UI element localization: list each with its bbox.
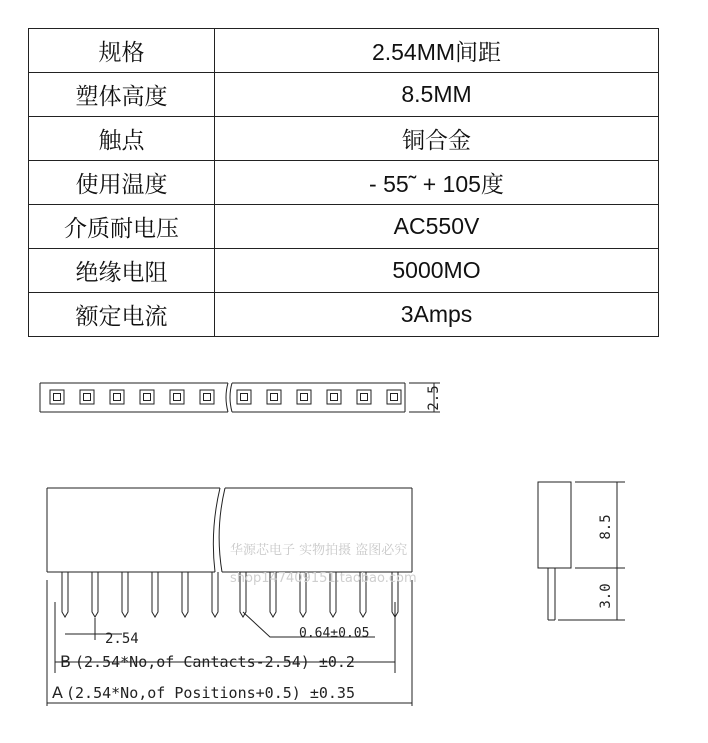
spec-label: 介质耐电压	[29, 205, 215, 249]
contact-square-inner	[174, 394, 181, 401]
contact-square-inner	[301, 394, 308, 401]
pin	[122, 572, 128, 617]
contact-square	[357, 390, 371, 404]
watermark-text: 华源芯电子 实物拍摄 盗图必究	[230, 543, 408, 558]
contact-square	[200, 390, 214, 404]
contact-square-inner	[204, 394, 211, 401]
spec-label: 触点	[29, 117, 215, 161]
front-view	[47, 488, 417, 706]
contact-square-inner	[391, 394, 398, 401]
spec-label: 规格	[29, 29, 215, 73]
contact-square-inner	[144, 394, 151, 401]
pin	[62, 572, 68, 617]
spec-value: 2.54MM间距	[215, 29, 659, 73]
contact-square-inner	[361, 394, 368, 401]
contact-square-inner	[271, 394, 278, 401]
pin	[212, 572, 218, 617]
side-view	[538, 482, 625, 620]
spec-label: 使用温度	[29, 161, 215, 205]
spec-value: - 55˜ + 105度	[215, 161, 659, 205]
dim-b-letter: B	[60, 652, 71, 671]
watermark-url: shop147409151.taobao.com	[230, 571, 417, 586]
top-view	[40, 383, 442, 412]
contact-square	[80, 390, 94, 404]
contact-square-inner	[331, 394, 338, 401]
spec-value: 5000MO	[215, 249, 659, 293]
contact-squares	[50, 390, 401, 404]
body-height-label: 8.5	[598, 514, 614, 540]
spec-value: 8.5MM	[215, 73, 659, 117]
contact-square	[237, 390, 251, 404]
contact-square	[50, 390, 64, 404]
contact-square-inner	[241, 394, 248, 401]
contact-square	[297, 390, 311, 404]
dim-a-letter: A	[52, 683, 63, 702]
pitch-label: 2.54	[105, 631, 139, 647]
contact-square	[170, 390, 184, 404]
contact-square	[110, 390, 124, 404]
spec-value: 3Amps	[215, 293, 659, 337]
contact-square	[327, 390, 341, 404]
pin-width-label: 0.64±0.05	[299, 626, 370, 641]
dim-b-formula: (2.54*No,of Cantacts-2.54) ±0.2	[75, 653, 355, 671]
contact-square-inner	[114, 394, 121, 401]
spec-value: 铜合金	[215, 117, 659, 161]
contact-square	[267, 390, 281, 404]
pin	[92, 572, 98, 617]
top-height-label: 2.5	[426, 385, 442, 411]
contact-square	[387, 390, 401, 404]
spec-label: 额定电流	[29, 293, 215, 337]
dim-a-formula: (2.54*No,of Positions+0.5) ±0.35	[66, 684, 355, 702]
pin	[152, 572, 158, 617]
spec-label: 绝缘电阻	[29, 249, 215, 293]
spec-label: 塑体高度	[29, 73, 215, 117]
contact-square	[140, 390, 154, 404]
contact-square-inner	[84, 394, 91, 401]
pin	[182, 572, 188, 617]
contact-square-inner	[54, 394, 61, 401]
spec-value: AC550V	[215, 205, 659, 249]
pin-length-label: 3.0	[598, 583, 614, 609]
